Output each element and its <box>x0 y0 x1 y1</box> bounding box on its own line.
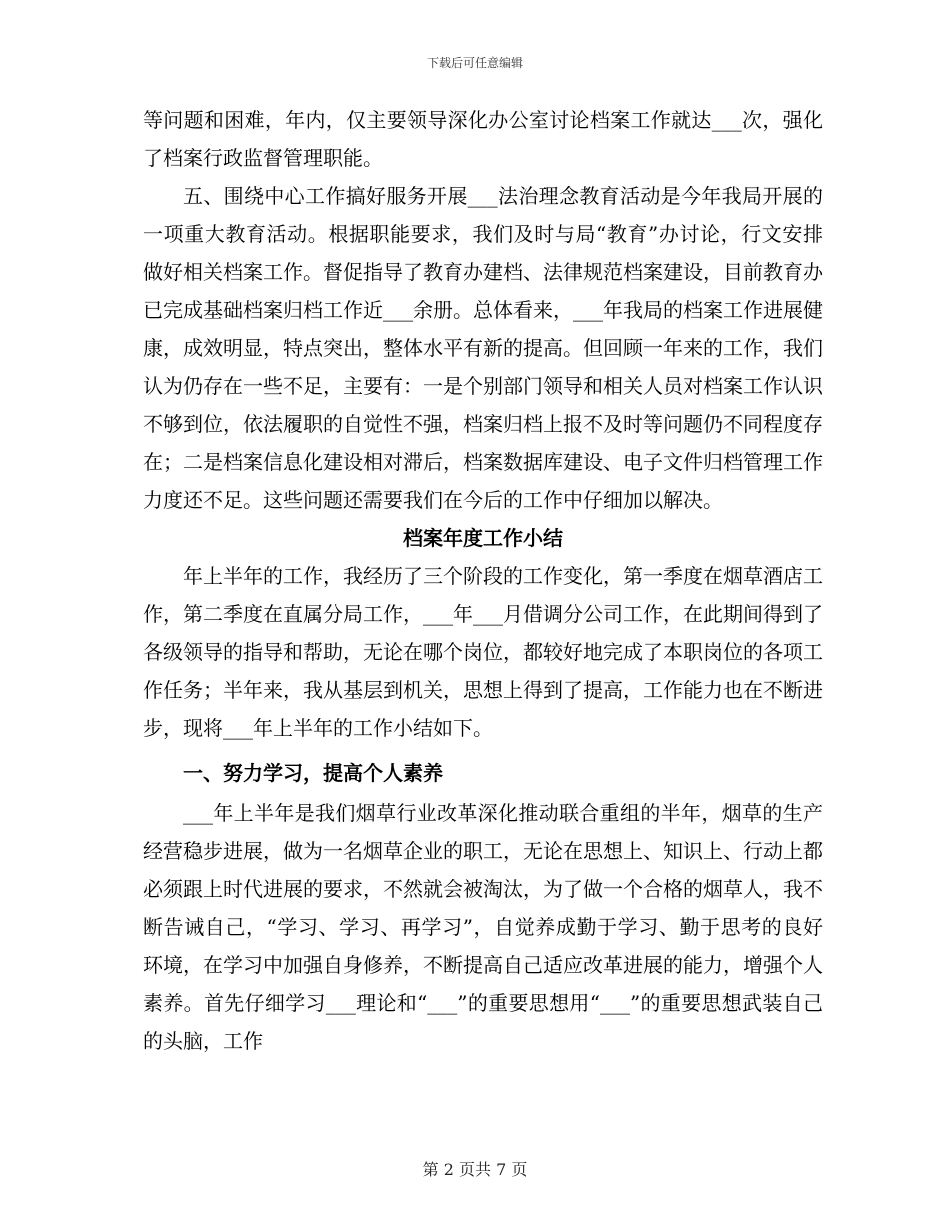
page-header: 下载后可任意编辑 <box>426 56 523 70</box>
paragraph-study: ___年上半年是我们烟草行业改革深化推动联合重组的半年，烟草的生产经营稳步进展，做为一名烟草企业的职工，无论在思想上、知识上、行动上都必须跟上时代进展的要求，不然就会被淘汰，为了做一个合格的烟草人，我不断告诫自己，“学习、学习、再学习”，自觉养成勤于学习、勤于思考的良好环境，在学习中加强自身修养，不断提高自己适应改革进展的能力，增强个人素养。首先仔细学习___理论和“___”的重要思想用“___”的重要思想武装自己的头脑，工作 <box>143 801 823 1053</box>
paragraph-intro: 年上半年的工作，我经历了三个阶段的工作变化，第一季度在烟草酒店工作，第二季度在直属分局工作，___年___月借调分公司工作，在此期间得到了各级领导的指导和帮助，无论在哪个岗位，都较好地完成了本职岗位的各项工作任务；半年来，我从基层到机关，思想上得到了提高，工作能力也在不断进步，现将___年上半年的工作小结如下。 <box>143 564 823 740</box>
paragraph-continuation: 等问题和困难，年内，仅主要领导深化办公室讨论档案工作就达___次，强化了档案行政监督管理职能。 <box>143 108 823 170</box>
page-footer: 第 2 页共 7 页 <box>422 1160 528 1179</box>
document-title: 档案年度工作小结 <box>403 526 563 550</box>
paragraph-section-five: 五、围绕中心工作搞好服务开展___法治理念教育活动是今年我局开展的一项重大教育活动。根据职能要求，我们及时与局“教育”办讨论，行文安排做好相关档案工作。督促指导了教育办建档、法律规范档案建设，目前教育办已完成基础档案归档工作近___余册。总体看来，___年我局的档案工作进展健康，成效明显，特点突出，整体水平有新的提高。但回顾一年来的工作，我们认为仍存在一些不足，主要有：一是个别部门领导和相关人员对档案工作认识不够到位，依法履职的自觉性不强，档案归档上报不及时等问题仍不同程度存在；二是档案信息化建设相对滞后，档案数据库建设、电子文件归档管理工作力度还不足。这些问题还需要我们在今后的工作中仔细加以解决。 <box>143 184 823 512</box>
document-body <box>143 101 823 1060</box>
section-heading-one: 一、努力学习，提高个人素养 <box>183 761 443 785</box>
